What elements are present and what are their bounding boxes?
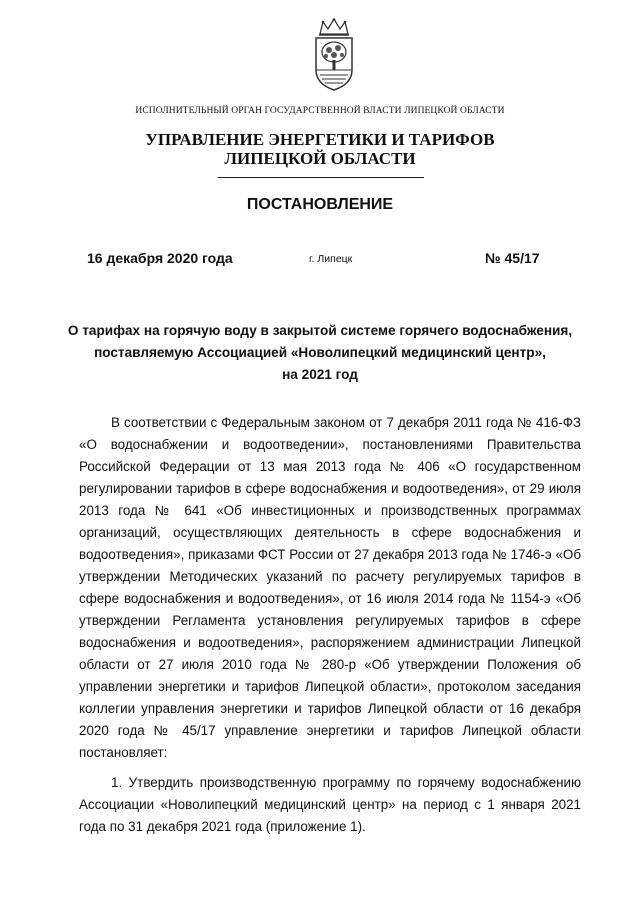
subject-line-1: О тарифах на горячую воду в закрытой системе горячего водоснабжения,	[67, 323, 573, 338]
document-date: 16 декабря 2020 года	[87, 250, 233, 266]
body-paragraph-preamble: В соответствии с Федеральным законом от 7 декабря 2011 года № 416-ФЗ «О водоснабжении и водоотведении», постановлениями Правительства Российской Федерации от 13 мая 2013 года № 406 «О государственном регулировании тарифов в сфере водоснабжения и водоотведения», от 29 июля 2013 года № 641 «Об инвестиционных и производственных программах организаций, осуществляющих деятельность в сфере водоснабжения и водоотведения», приказами ФСТ России от 27 декабря 2013 года № 1746-э «Об утверждении Методических указаний по расчету регулируемых тарифов в сфере водоснабжения и водоотведения», от 16 июля 2014 года № 1154-э «Об утверждении Регламента установления регулируемых тарифов в сфере водоснабжения и водоотведения», распоряжением администрации Липецкой области от 27 июля 2010 года № 280-р «Об утверждении Положения об управлении энергетики и тарифов Липецкой области», протоколом заседания коллегии управления энергетики и тарифов Липецкой области от 16 декабря 2020 года № 45/17 управление энергетики и тарифов Липецкой области постановляет:	[79, 415, 581, 760]
document-type: ПОСТАНОВЛЕНИЕ	[246, 196, 394, 213]
coat-of-arms-icon	[311, 18, 357, 92]
subject-line-3: на 2021 год	[282, 367, 358, 382]
department-line-1: УПРАВЛЕНИЕ ЭНЕРГЕТИКИ И ТАРИФОВ	[145, 130, 495, 149]
document-number: № 45/17	[485, 250, 540, 266]
department-name	[0, 130, 640, 168]
document-body	[79, 412, 581, 838]
authority-line: ИСПОЛНИТЕЛЬНЫЙ ОРГАН ГОСУДАРСТВЕННОЙ ВЛАСТИ ЛИПЕЦКОЙ ОБЛАСТИ	[135, 106, 505, 116]
subject-line-2: поставляемую Ассоциацией «Новолипецкий медицинский центр»,	[94, 345, 546, 360]
body-paragraph-item-1: 1. Утвердить производственную программу по горячему водоснабжению Ассоциации «Новолипецкий медицинский центр» на период с 1 января 2021 года по 31 декабря 2021 года (приложение 1).	[79, 775, 581, 834]
document-subject	[60, 320, 580, 386]
document-city: г. Липецк	[309, 253, 353, 265]
department-line-2: ЛИПЕЦКОЙ ОБЛАСТИ	[224, 149, 416, 168]
header-divider	[218, 177, 424, 178]
